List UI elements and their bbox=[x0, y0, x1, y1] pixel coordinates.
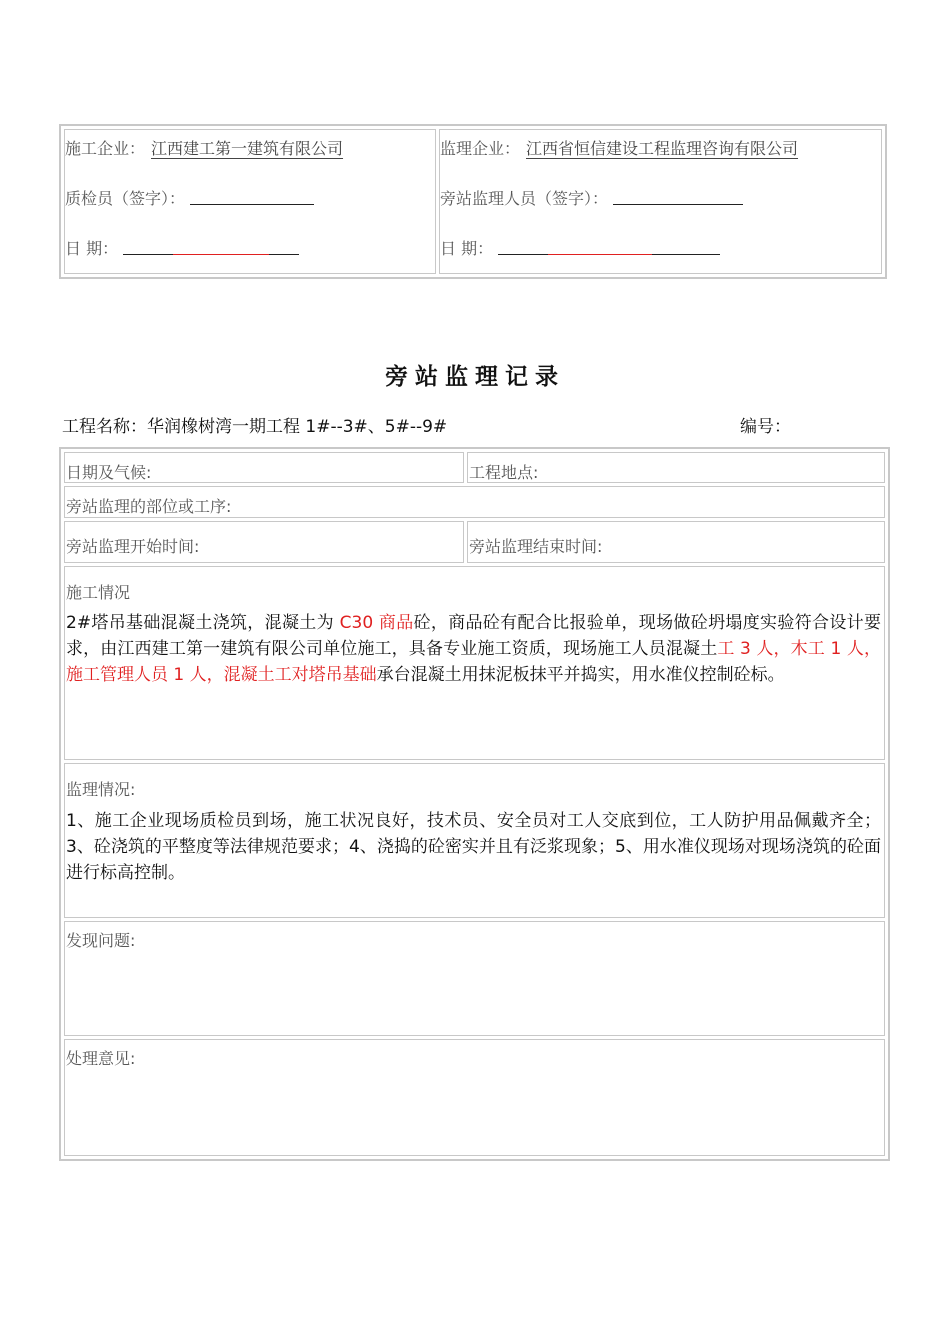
supervisor-label: 旁站监理人员（签字）： bbox=[440, 189, 609, 208]
supervision-company-value: 江西省恒信建设工程监理咨询有限公司 bbox=[526, 139, 799, 158]
construction-company-cell bbox=[64, 129, 436, 274]
page-title: 旁站监理记录 bbox=[385, 364, 565, 390]
supervision-company-cell bbox=[439, 129, 882, 274]
supervision-situation-cell bbox=[64, 763, 885, 918]
construction-date-line bbox=[65, 236, 299, 259]
supervision-company-line bbox=[440, 136, 804, 159]
construction-text-part-2: 砼，商品砼有配合比报验单，现场做砼坍塌度实验符合设计要求，由江西建工第一建筑有限公司单位施工，具备专业施工资质，现场施工人员混凝土 bbox=[66, 613, 882, 659]
construction-text-highlight-2: 工 3 人，木工 1 人，施工管理人员 1 人，混凝土工对塔吊基础 bbox=[66, 639, 881, 685]
inspector-signature-line bbox=[65, 186, 314, 209]
date-weather-cell bbox=[64, 452, 464, 483]
supervision-date-label: 日 期： bbox=[440, 239, 494, 258]
construction-text-part-1: 2#塔吊基础混凝土浇筑，混凝土为 bbox=[66, 613, 340, 633]
project-name-value: 华润橡树湾一期工程 1#--3#、5#--9# bbox=[147, 417, 448, 437]
construction-text-highlight-1: C30 商品 bbox=[339, 613, 414, 633]
construction-situation-text bbox=[66, 610, 881, 688]
project-name-line bbox=[62, 412, 447, 437]
end-time-cell bbox=[467, 521, 885, 563]
location-label: 工程地点: bbox=[469, 463, 539, 482]
signature-table bbox=[59, 124, 887, 279]
construction-situation-label: 施工情况 bbox=[66, 583, 131, 602]
record-table bbox=[59, 447, 890, 1161]
supervision-situation-label: 监理情况: bbox=[66, 780, 136, 799]
construction-company-line bbox=[65, 136, 349, 159]
supervision-date-line bbox=[440, 236, 720, 259]
construction-date-blank bbox=[123, 238, 299, 255]
start-time-cell bbox=[64, 521, 464, 563]
supervisor-signature-blank bbox=[613, 188, 743, 205]
project-name-label: 工程名称： bbox=[62, 417, 147, 437]
construction-situation-cell bbox=[64, 566, 885, 760]
supervision-date-blank bbox=[498, 238, 720, 255]
construction-date-label: 日 期： bbox=[65, 239, 119, 258]
problems-found-cell bbox=[64, 921, 885, 1036]
location-cell bbox=[467, 452, 885, 483]
construction-company-label: 施工企业： bbox=[65, 139, 146, 158]
inspector-signature-blank bbox=[190, 188, 314, 205]
handling-opinion-label: 处理意见: bbox=[66, 1049, 136, 1068]
record-number-label: 编号： bbox=[740, 417, 791, 437]
part-process-label: 旁站监理的部位或工序: bbox=[66, 497, 232, 516]
construction-text-part-3: 承台混凝土用抹泥板抹平并捣实，用水准仪控制砼标。 bbox=[376, 665, 785, 685]
end-time-label: 旁站监理结束时间: bbox=[469, 537, 603, 556]
supervision-situation-text: 1、施工企业现场质检员到场，施工状况良好，技术员、安全员对工人交底到位，工人防护用品佩戴齐全；3、砼浇筑的平整度等法律规范要求；4、浇捣的砼密实并且有泛浆现象；5、用水准仪现场对现场浇筑的砼面进行标高控制。 bbox=[66, 811, 881, 883]
handling-opinion-cell bbox=[64, 1039, 885, 1156]
construction-company-value: 江西建工第一建筑有限公司 bbox=[151, 139, 344, 158]
start-time-label: 旁站监理开始时间: bbox=[66, 537, 200, 556]
supervisor-signature-line bbox=[440, 186, 743, 209]
supervision-company-label: 监理企业： bbox=[440, 139, 521, 158]
problems-found-label: 发现问题: bbox=[66, 931, 136, 950]
part-process-cell bbox=[64, 486, 885, 518]
inspector-label: 质检员（签字）： bbox=[65, 189, 186, 208]
date-weather-label: 日期及气候: bbox=[66, 463, 152, 482]
